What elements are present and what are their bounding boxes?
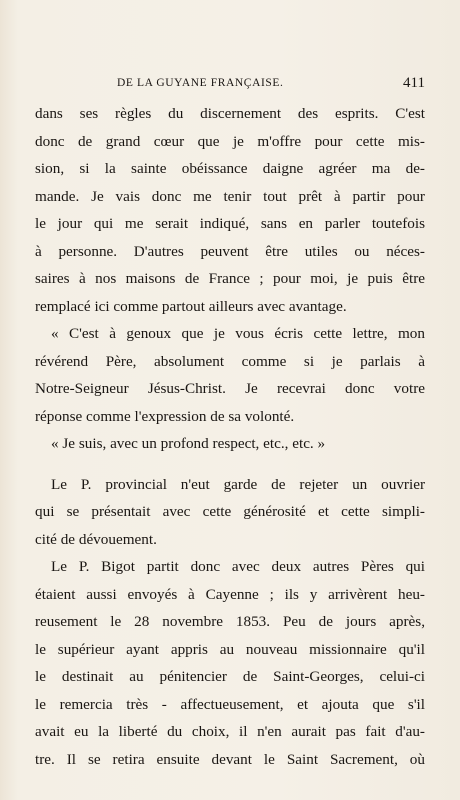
text-line: « C'est à genoux que je vous écris cette lettre, mon — [51, 325, 425, 342]
text-line: réponse comme l'expression de sa volonté. — [35, 407, 295, 425]
text-line: étaient aussi envoyés à Cayenne ; ils y arrivèrent heu- — [35, 585, 425, 603]
text-line: cité de dévouement. — [35, 530, 157, 548]
text-line: donc de grand cœur que je m'offre pour cette mis- — [35, 132, 425, 150]
paragraph-1 — [35, 100, 425, 320]
text-line: saires à nos maisons de France ; pour moi, je puis être — [35, 270, 425, 287]
text-line: le remercia très - affectueusement, et ajouta que s'il — [35, 695, 425, 713]
text-line: avait eu la liberté du choix, il n'en aurait pas fait d'au- — [35, 723, 425, 740]
text-line: reusement le 28 novembre 1853. Peu de jours après, — [35, 613, 425, 630]
text-line: le supérieur ayant appris au nouveau missionnaire qu'il — [35, 640, 425, 658]
text-line: qui se présentait avec cette générosité et cette simpli- — [35, 503, 425, 520]
text-line: révérend Père, absolument comme si je parlais à — [35, 352, 425, 370]
text-line: le jour qui me serait indiqué, sans en parler toutefois — [35, 215, 425, 232]
text-line: remplacé ici comme partout ailleurs avec avantage. — [35, 297, 347, 315]
text-line: Le P. provincial n'eut garde de rejeter un ouvrier — [51, 475, 425, 493]
running-header — [35, 77, 425, 93]
paragraph-5 — [35, 553, 425, 773]
text-line: tre. Il se retira ensuite devant le Saint Sacrement, où — [35, 750, 425, 768]
text-line: « Je suis, avec un profond respect, etc., etc. » — [51, 435, 326, 452]
running-title: DE LA GUYANE FRANÇAISE. — [117, 77, 284, 89]
page-number: 411 — [403, 75, 425, 91]
text-line: sion, si la sainte obéissance daigne agréer ma de- — [35, 160, 425, 177]
text-line: le destinait au pénitencier de Saint-Georges, celui-ci — [35, 668, 425, 685]
text-line: mande. Je vais donc me tenir tout prêt à partir pour — [35, 187, 425, 205]
paragraph-4 — [35, 471, 425, 554]
text-line: à personne. D'autres peuvent être utiles ou néces- — [35, 242, 425, 260]
paragraph-spacer — [35, 458, 425, 471]
paragraph-2 — [35, 320, 425, 430]
text-line: Notre-Seigneur Jésus-Christ. Je recevrai donc votre — [35, 380, 425, 397]
body-text — [35, 100, 425, 773]
text-line: dans ses règles du discernement des esprits. C'est — [35, 105, 425, 122]
paragraph-3 — [35, 430, 425, 458]
text-line: Le P. Bigot partit donc avec deux autres Pères qui — [51, 558, 425, 575]
